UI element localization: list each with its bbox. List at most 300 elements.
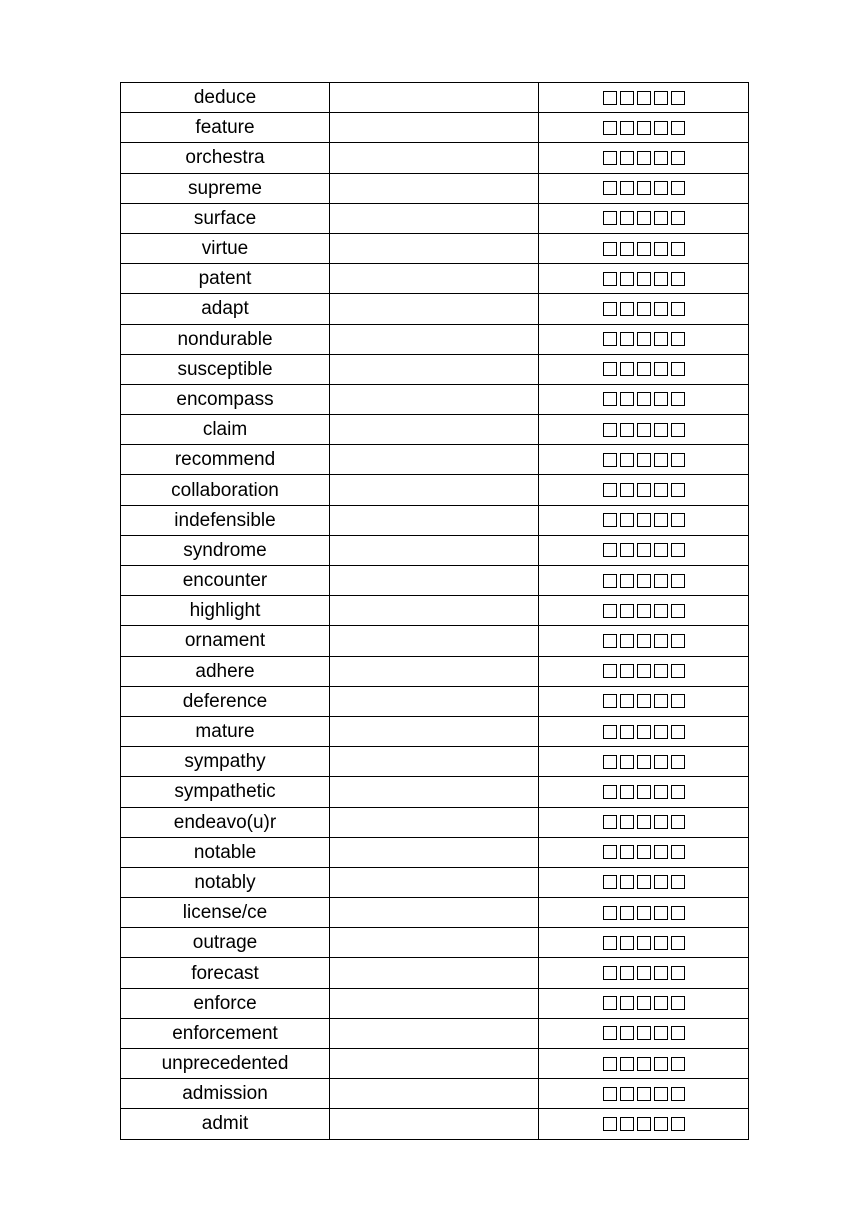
table-row bbox=[121, 928, 749, 958]
checkbox-group bbox=[603, 204, 685, 233]
empty-square-icon[interactable] bbox=[637, 362, 651, 376]
empty-square-icon[interactable] bbox=[603, 181, 617, 195]
empty-square-icon[interactable] bbox=[654, 242, 668, 256]
meaning-blank-cell bbox=[330, 384, 539, 414]
checkbox-group bbox=[603, 385, 685, 414]
empty-square-icon[interactable] bbox=[620, 392, 634, 406]
empty-square-icon[interactable] bbox=[671, 815, 685, 829]
checkbox-cell bbox=[539, 716, 749, 746]
empty-square-icon[interactable] bbox=[654, 755, 668, 769]
table-row bbox=[121, 233, 749, 263]
empty-square-icon[interactable] bbox=[603, 604, 617, 618]
meaning-blank-cell bbox=[330, 354, 539, 384]
empty-square-icon[interactable] bbox=[671, 362, 685, 376]
empty-square-icon[interactable] bbox=[637, 181, 651, 195]
empty-square-icon[interactable] bbox=[620, 785, 634, 799]
meaning-blank-cell bbox=[330, 898, 539, 928]
empty-square-icon[interactable] bbox=[654, 1087, 668, 1101]
checkbox-group bbox=[603, 898, 685, 927]
meaning-blank-cell bbox=[330, 626, 539, 656]
empty-square-icon[interactable] bbox=[654, 875, 668, 889]
word-cell: surface bbox=[121, 203, 330, 233]
empty-square-icon[interactable] bbox=[637, 543, 651, 557]
empty-square-icon[interactable] bbox=[637, 453, 651, 467]
empty-square-icon[interactable] bbox=[603, 91, 617, 105]
empty-square-icon[interactable] bbox=[671, 181, 685, 195]
empty-square-icon[interactable] bbox=[671, 423, 685, 437]
checkbox-cell bbox=[539, 354, 749, 384]
checkbox-cell bbox=[539, 445, 749, 475]
empty-square-icon[interactable] bbox=[671, 242, 685, 256]
empty-square-icon[interactable] bbox=[671, 966, 685, 980]
empty-square-icon[interactable] bbox=[654, 181, 668, 195]
table-row bbox=[121, 777, 749, 807]
meaning-blank-cell bbox=[330, 1109, 539, 1139]
empty-square-icon[interactable] bbox=[620, 725, 634, 739]
empty-square-icon[interactable] bbox=[654, 272, 668, 286]
empty-square-icon[interactable] bbox=[654, 936, 668, 950]
empty-square-icon[interactable] bbox=[654, 1026, 668, 1040]
empty-square-icon[interactable] bbox=[620, 513, 634, 527]
empty-square-icon[interactable] bbox=[603, 362, 617, 376]
table-row bbox=[121, 596, 749, 626]
meaning-blank-cell bbox=[330, 294, 539, 324]
table-row bbox=[121, 264, 749, 294]
empty-square-icon[interactable] bbox=[637, 725, 651, 739]
checkbox-group bbox=[603, 928, 685, 957]
vocabulary-table-body bbox=[121, 83, 749, 1140]
empty-square-icon[interactable] bbox=[671, 1057, 685, 1071]
word-cell: notable bbox=[121, 837, 330, 867]
empty-square-icon[interactable] bbox=[637, 392, 651, 406]
word-cell: sympathy bbox=[121, 747, 330, 777]
checkbox-cell bbox=[539, 656, 749, 686]
meaning-blank-cell bbox=[330, 867, 539, 897]
empty-square-icon[interactable] bbox=[637, 272, 651, 286]
word-cell: recommend bbox=[121, 445, 330, 475]
meaning-blank-cell bbox=[330, 1018, 539, 1048]
empty-square-icon[interactable] bbox=[654, 906, 668, 920]
table-row bbox=[121, 1018, 749, 1048]
empty-square-icon[interactable] bbox=[620, 151, 634, 165]
empty-square-icon[interactable] bbox=[637, 302, 651, 316]
word-cell: adhere bbox=[121, 656, 330, 686]
word-cell: enforce bbox=[121, 988, 330, 1018]
empty-square-icon[interactable] bbox=[603, 875, 617, 889]
empty-square-icon[interactable] bbox=[620, 815, 634, 829]
empty-square-icon[interactable] bbox=[620, 906, 634, 920]
empty-square-icon[interactable] bbox=[603, 664, 617, 678]
empty-square-icon[interactable] bbox=[671, 121, 685, 135]
checkbox-group bbox=[603, 838, 685, 867]
empty-square-icon[interactable] bbox=[620, 362, 634, 376]
table-row bbox=[121, 566, 749, 596]
table-row bbox=[121, 505, 749, 535]
vocabulary-table bbox=[120, 82, 749, 1140]
empty-square-icon[interactable] bbox=[637, 906, 651, 920]
empty-square-icon[interactable] bbox=[654, 543, 668, 557]
empty-square-icon[interactable] bbox=[671, 151, 685, 165]
checkbox-group bbox=[603, 657, 685, 686]
empty-square-icon[interactable] bbox=[603, 725, 617, 739]
empty-square-icon[interactable] bbox=[637, 664, 651, 678]
empty-square-icon[interactable] bbox=[654, 634, 668, 648]
checkbox-group bbox=[603, 264, 685, 293]
meaning-blank-cell bbox=[330, 1079, 539, 1109]
word-cell: forecast bbox=[121, 958, 330, 988]
meaning-blank-cell bbox=[330, 716, 539, 746]
checkbox-cell bbox=[539, 415, 749, 445]
checkbox-cell bbox=[539, 958, 749, 988]
empty-square-icon[interactable] bbox=[620, 302, 634, 316]
empty-square-icon[interactable] bbox=[603, 936, 617, 950]
table-row bbox=[121, 294, 749, 324]
empty-square-icon[interactable] bbox=[654, 1057, 668, 1071]
empty-square-icon[interactable] bbox=[671, 1026, 685, 1040]
empty-square-icon[interactable] bbox=[654, 845, 668, 859]
empty-square-icon[interactable] bbox=[637, 242, 651, 256]
word-cell: adapt bbox=[121, 294, 330, 324]
empty-square-icon[interactable] bbox=[620, 423, 634, 437]
meaning-blank-cell bbox=[330, 415, 539, 445]
empty-square-icon[interactable] bbox=[654, 966, 668, 980]
word-cell: supreme bbox=[121, 173, 330, 203]
empty-square-icon[interactable] bbox=[654, 785, 668, 799]
empty-square-icon[interactable] bbox=[637, 423, 651, 437]
empty-square-icon[interactable] bbox=[637, 604, 651, 618]
empty-square-icon[interactable] bbox=[654, 211, 668, 225]
empty-square-icon[interactable] bbox=[637, 332, 651, 346]
empty-square-icon[interactable] bbox=[637, 785, 651, 799]
table-row bbox=[121, 716, 749, 746]
empty-square-icon[interactable] bbox=[671, 543, 685, 557]
empty-square-icon[interactable] bbox=[603, 242, 617, 256]
empty-square-icon[interactable] bbox=[671, 453, 685, 467]
empty-square-icon[interactable] bbox=[637, 211, 651, 225]
empty-square-icon[interactable] bbox=[654, 996, 668, 1010]
empty-square-icon[interactable] bbox=[603, 151, 617, 165]
empty-square-icon[interactable] bbox=[671, 483, 685, 497]
empty-square-icon[interactable] bbox=[637, 875, 651, 889]
empty-square-icon[interactable] bbox=[620, 483, 634, 497]
checkbox-cell bbox=[539, 324, 749, 354]
meaning-blank-cell bbox=[330, 747, 539, 777]
checkbox-group bbox=[603, 506, 685, 535]
empty-square-icon[interactable] bbox=[620, 242, 634, 256]
empty-square-icon[interactable] bbox=[654, 815, 668, 829]
empty-square-icon[interactable] bbox=[671, 91, 685, 105]
empty-square-icon[interactable] bbox=[671, 906, 685, 920]
empty-square-icon[interactable] bbox=[654, 91, 668, 105]
empty-square-icon[interactable] bbox=[637, 694, 651, 708]
empty-square-icon[interactable] bbox=[620, 664, 634, 678]
empty-square-icon[interactable] bbox=[671, 785, 685, 799]
empty-square-icon[interactable] bbox=[637, 91, 651, 105]
table-row bbox=[121, 898, 749, 928]
empty-square-icon[interactable] bbox=[620, 845, 634, 859]
empty-square-icon[interactable] bbox=[637, 936, 651, 950]
word-cell: virtue bbox=[121, 233, 330, 263]
empty-square-icon[interactable] bbox=[603, 966, 617, 980]
meaning-blank-cell bbox=[330, 143, 539, 173]
empty-square-icon[interactable] bbox=[671, 513, 685, 527]
empty-square-icon[interactable] bbox=[603, 211, 617, 225]
empty-square-icon[interactable] bbox=[671, 1117, 685, 1131]
checkbox-group bbox=[603, 868, 685, 897]
table-row bbox=[121, 113, 749, 143]
word-cell: highlight bbox=[121, 596, 330, 626]
meaning-blank-cell bbox=[330, 777, 539, 807]
table-row bbox=[121, 415, 749, 445]
empty-square-icon[interactable] bbox=[603, 906, 617, 920]
empty-square-icon[interactable] bbox=[671, 725, 685, 739]
checkbox-group bbox=[603, 234, 685, 263]
word-cell: encounter bbox=[121, 566, 330, 596]
table-row bbox=[121, 988, 749, 1018]
empty-square-icon[interactable] bbox=[603, 694, 617, 708]
checkbox-group bbox=[603, 325, 685, 354]
word-cell: enforcement bbox=[121, 1018, 330, 1048]
meaning-blank-cell bbox=[330, 173, 539, 203]
empty-square-icon[interactable] bbox=[671, 604, 685, 618]
checkbox-cell bbox=[539, 1018, 749, 1048]
table-row bbox=[121, 203, 749, 233]
empty-square-icon[interactable] bbox=[620, 1117, 634, 1131]
table-row bbox=[121, 535, 749, 565]
empty-square-icon[interactable] bbox=[671, 845, 685, 859]
empty-square-icon[interactable] bbox=[603, 785, 617, 799]
empty-square-icon[interactable] bbox=[654, 694, 668, 708]
empty-square-icon[interactable] bbox=[637, 513, 651, 527]
empty-square-icon[interactable] bbox=[603, 634, 617, 648]
empty-square-icon[interactable] bbox=[654, 725, 668, 739]
checkbox-group bbox=[603, 747, 685, 776]
checkbox-group bbox=[603, 958, 685, 987]
empty-square-icon[interactable] bbox=[620, 1026, 634, 1040]
empty-square-icon[interactable] bbox=[654, 664, 668, 678]
empty-square-icon[interactable] bbox=[654, 332, 668, 346]
checkbox-cell bbox=[539, 294, 749, 324]
checkbox-cell bbox=[539, 626, 749, 656]
empty-square-icon[interactable] bbox=[620, 966, 634, 980]
checkbox-group bbox=[603, 415, 685, 444]
empty-square-icon[interactable] bbox=[603, 543, 617, 557]
word-cell: collaboration bbox=[121, 475, 330, 505]
meaning-blank-cell bbox=[330, 83, 539, 113]
empty-square-icon[interactable] bbox=[654, 483, 668, 497]
empty-square-icon[interactable] bbox=[620, 211, 634, 225]
word-cell: ornament bbox=[121, 626, 330, 656]
empty-square-icon[interactable] bbox=[671, 875, 685, 889]
empty-square-icon[interactable] bbox=[620, 453, 634, 467]
checkbox-group bbox=[603, 1049, 685, 1078]
empty-square-icon[interactable] bbox=[637, 845, 651, 859]
checkbox-group bbox=[603, 83, 685, 112]
checkbox-cell bbox=[539, 233, 749, 263]
empty-square-icon[interactable] bbox=[603, 1057, 617, 1071]
empty-square-icon[interactable] bbox=[603, 1026, 617, 1040]
empty-square-icon[interactable] bbox=[637, 151, 651, 165]
empty-square-icon[interactable] bbox=[637, 634, 651, 648]
checkbox-group bbox=[603, 1109, 685, 1138]
table-row bbox=[121, 324, 749, 354]
meaning-blank-cell bbox=[330, 988, 539, 1018]
empty-square-icon[interactable] bbox=[654, 1117, 668, 1131]
word-cell: outrage bbox=[121, 928, 330, 958]
empty-square-icon[interactable] bbox=[637, 574, 651, 588]
checkbox-cell bbox=[539, 988, 749, 1018]
empty-square-icon[interactable] bbox=[637, 121, 651, 135]
word-cell: admission bbox=[121, 1079, 330, 1109]
empty-square-icon[interactable] bbox=[620, 543, 634, 557]
empty-square-icon[interactable] bbox=[654, 513, 668, 527]
empty-square-icon[interactable] bbox=[637, 1057, 651, 1071]
empty-square-icon[interactable] bbox=[603, 1087, 617, 1101]
empty-square-icon[interactable] bbox=[671, 1087, 685, 1101]
table-row bbox=[121, 1079, 749, 1109]
empty-square-icon[interactable] bbox=[603, 574, 617, 588]
empty-square-icon[interactable] bbox=[637, 996, 651, 1010]
empty-square-icon[interactable] bbox=[603, 272, 617, 286]
empty-square-icon[interactable] bbox=[620, 1087, 634, 1101]
checkbox-cell bbox=[539, 596, 749, 626]
checkbox-group bbox=[603, 294, 685, 323]
empty-square-icon[interactable] bbox=[654, 423, 668, 437]
word-cell: notably bbox=[121, 867, 330, 897]
checkbox-group bbox=[603, 113, 685, 142]
checkbox-group bbox=[603, 445, 685, 474]
empty-square-icon[interactable] bbox=[620, 875, 634, 889]
table-row bbox=[121, 475, 749, 505]
empty-square-icon[interactable] bbox=[620, 936, 634, 950]
meaning-blank-cell bbox=[330, 475, 539, 505]
meaning-blank-cell bbox=[330, 656, 539, 686]
empty-square-icon[interactable] bbox=[637, 1026, 651, 1040]
checkbox-group bbox=[603, 475, 685, 504]
empty-square-icon[interactable] bbox=[654, 121, 668, 135]
empty-square-icon[interactable] bbox=[620, 272, 634, 286]
empty-square-icon[interactable] bbox=[671, 755, 685, 769]
empty-square-icon[interactable] bbox=[654, 604, 668, 618]
checkbox-cell bbox=[539, 1109, 749, 1139]
empty-square-icon[interactable] bbox=[671, 664, 685, 678]
table-row bbox=[121, 958, 749, 988]
word-cell: deduce bbox=[121, 83, 330, 113]
empty-square-icon[interactable] bbox=[671, 694, 685, 708]
table-row bbox=[121, 83, 749, 113]
empty-square-icon[interactable] bbox=[637, 755, 651, 769]
empty-square-icon[interactable] bbox=[671, 272, 685, 286]
empty-square-icon[interactable] bbox=[620, 181, 634, 195]
empty-square-icon[interactable] bbox=[637, 815, 651, 829]
empty-square-icon[interactable] bbox=[603, 513, 617, 527]
empty-square-icon[interactable] bbox=[620, 574, 634, 588]
empty-square-icon[interactable] bbox=[671, 574, 685, 588]
empty-square-icon[interactable] bbox=[654, 151, 668, 165]
word-cell: claim bbox=[121, 415, 330, 445]
empty-square-icon[interactable] bbox=[671, 302, 685, 316]
checkbox-group bbox=[603, 536, 685, 565]
table-row bbox=[121, 143, 749, 173]
empty-square-icon[interactable] bbox=[603, 121, 617, 135]
checkbox-group bbox=[603, 174, 685, 203]
meaning-blank-cell bbox=[330, 203, 539, 233]
empty-square-icon[interactable] bbox=[671, 332, 685, 346]
checkbox-cell bbox=[539, 264, 749, 294]
empty-square-icon[interactable] bbox=[620, 694, 634, 708]
empty-square-icon[interactable] bbox=[620, 755, 634, 769]
empty-square-icon[interactable] bbox=[637, 1087, 651, 1101]
empty-square-icon[interactable] bbox=[603, 302, 617, 316]
checkbox-group bbox=[603, 1079, 685, 1108]
empty-square-icon[interactable] bbox=[671, 634, 685, 648]
empty-square-icon[interactable] bbox=[603, 332, 617, 346]
word-cell: patent bbox=[121, 264, 330, 294]
checkbox-cell bbox=[539, 1079, 749, 1109]
word-cell: sympathetic bbox=[121, 777, 330, 807]
empty-square-icon[interactable] bbox=[637, 483, 651, 497]
meaning-blank-cell bbox=[330, 566, 539, 596]
empty-square-icon[interactable] bbox=[671, 392, 685, 406]
table-row bbox=[121, 747, 749, 777]
checkbox-cell bbox=[539, 898, 749, 928]
empty-square-icon[interactable] bbox=[620, 604, 634, 618]
table-row bbox=[121, 807, 749, 837]
empty-square-icon[interactable] bbox=[620, 91, 634, 105]
empty-square-icon[interactable] bbox=[603, 996, 617, 1010]
empty-square-icon[interactable] bbox=[620, 996, 634, 1010]
empty-square-icon[interactable] bbox=[603, 845, 617, 859]
checkbox-group bbox=[603, 355, 685, 384]
checkbox-group bbox=[603, 1019, 685, 1048]
meaning-blank-cell bbox=[330, 1049, 539, 1079]
empty-square-icon[interactable] bbox=[603, 483, 617, 497]
word-cell: license/ce bbox=[121, 898, 330, 928]
meaning-blank-cell bbox=[330, 505, 539, 535]
meaning-blank-cell bbox=[330, 686, 539, 716]
empty-square-icon[interactable] bbox=[654, 453, 668, 467]
empty-square-icon[interactable] bbox=[654, 392, 668, 406]
empty-square-icon[interactable] bbox=[603, 755, 617, 769]
empty-square-icon[interactable] bbox=[671, 996, 685, 1010]
empty-square-icon[interactable] bbox=[671, 936, 685, 950]
table-row bbox=[121, 1109, 749, 1139]
checkbox-cell bbox=[539, 686, 749, 716]
empty-square-icon[interactable] bbox=[671, 211, 685, 225]
empty-square-icon[interactable] bbox=[603, 1117, 617, 1131]
empty-square-icon[interactable] bbox=[637, 966, 651, 980]
table-row bbox=[121, 626, 749, 656]
empty-square-icon[interactable] bbox=[603, 453, 617, 467]
empty-square-icon[interactable] bbox=[637, 1117, 651, 1131]
empty-square-icon[interactable] bbox=[603, 392, 617, 406]
empty-square-icon[interactable] bbox=[620, 634, 634, 648]
empty-square-icon[interactable] bbox=[620, 121, 634, 135]
empty-square-icon[interactable] bbox=[620, 332, 634, 346]
table-row bbox=[121, 384, 749, 414]
empty-square-icon[interactable] bbox=[654, 362, 668, 376]
empty-square-icon[interactable] bbox=[654, 574, 668, 588]
empty-square-icon[interactable] bbox=[654, 302, 668, 316]
empty-square-icon[interactable] bbox=[620, 1057, 634, 1071]
table-row bbox=[121, 837, 749, 867]
checkbox-group bbox=[603, 808, 685, 837]
table-row bbox=[121, 173, 749, 203]
meaning-blank-cell bbox=[330, 928, 539, 958]
empty-square-icon[interactable] bbox=[603, 423, 617, 437]
empty-square-icon[interactable] bbox=[603, 815, 617, 829]
meaning-blank-cell bbox=[330, 958, 539, 988]
